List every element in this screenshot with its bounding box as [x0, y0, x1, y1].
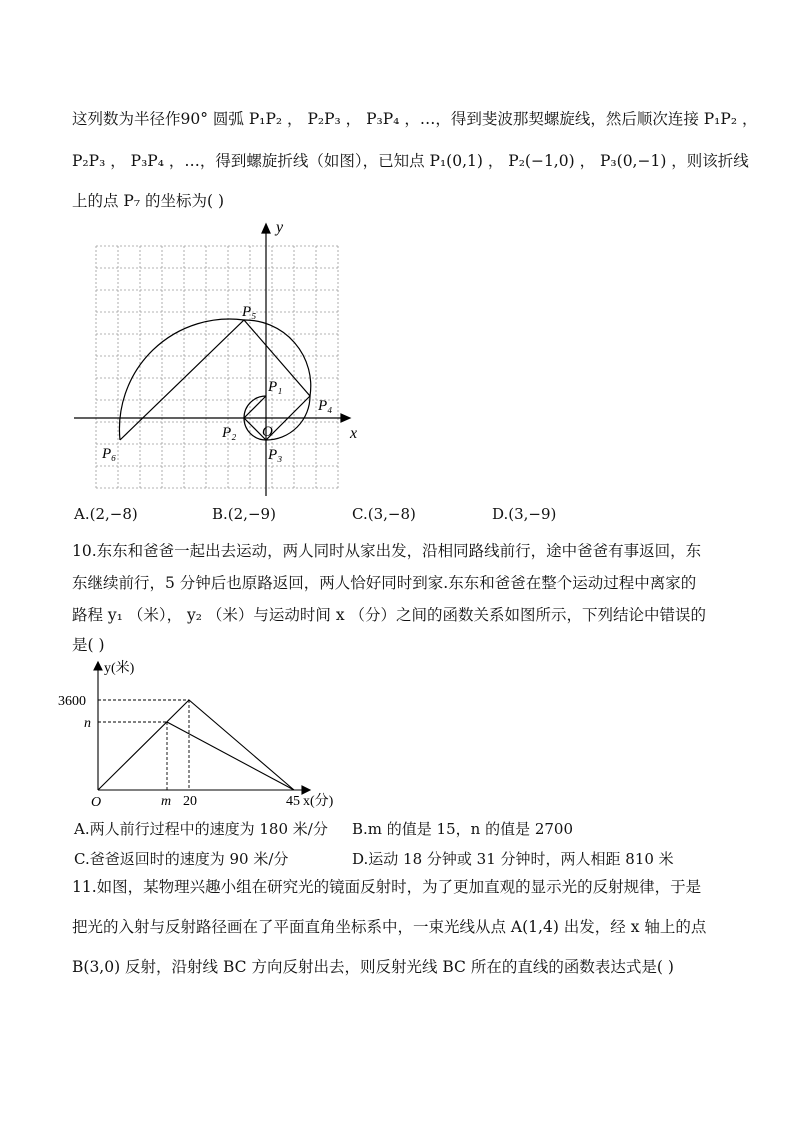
q9-text-line1: 这列数为半径作90° 圆弧 P₁P₂ ， P₂P₃ ， P₃P₄ ，…，得到斐波那契螺旋线，然后顺次连接 P₁P₂ ，: [72, 110, 758, 128]
q10-option-c[interactable]: C.爸爸返回时的速度为 90 米/分: [74, 850, 289, 868]
q11-text-line3: B(3,0) 反射，沿射线 BC 方向反射出去，则反射光线 BC 所在的直线的函数表达式是( ): [72, 958, 674, 976]
x-axis-arrow-icon: [341, 414, 350, 422]
q9-text-line3: 上的点 P₇ 的坐标为( ): [72, 192, 225, 210]
origin-label: O: [91, 795, 102, 810]
q10-text-line2: 东继续前行，5 分钟后也原路返回，两人恰好同时到家.东东和爸爸在整个运动过程中离家的: [72, 574, 697, 592]
y-tick-n: n: [84, 716, 91, 731]
q9-text-line2: P₂P₃ ， P₃P₄ ，…，得到螺旋折线（如图），已知点 P₁(0,1) ， P₂(−1,0) ， P₃(0,−1) ，则该折线: [72, 152, 749, 170]
point-label-p6: P₆: [102, 446, 117, 462]
point-label-p5: P₅: [242, 304, 257, 320]
y-axis-arrow-icon: [94, 662, 102, 670]
q10-option-d[interactable]: D.运动 18 分钟或 31 分钟时，两人相距 810 米: [352, 850, 674, 868]
point-label-p4: P₄: [318, 398, 333, 414]
q10-option-b[interactable]: B.m 的值是 15，n 的值是 2700: [352, 820, 574, 838]
fibonacci-spiral-figure: [0, 0, 800, 500]
y-axis-arrow-icon: [262, 224, 270, 233]
q11-text-line2: 把光的入射与反射路径画在了平面直角坐标系中，一束光线从点 A(1,4) 出发，经 x 轴上的点: [72, 918, 707, 936]
x-tick-20: 20: [183, 794, 197, 809]
q10-option-a[interactable]: A.两人前行过程中的速度为 180 米/分: [74, 820, 328, 838]
x-tick-45: 45: [286, 794, 300, 809]
y-axis-label: y: [276, 219, 284, 236]
y1-line-dongdong: [98, 700, 294, 790]
y-axis-label: y(米): [104, 661, 135, 676]
origin-label: O: [262, 424, 273, 440]
q10-text-line3: 路程 y₁ （米）， y₂ （米）与运动时间 x （分）之间的函数关系如图所示，下列结论中错误的: [72, 606, 706, 624]
q9-option-d[interactable]: D.(3,−9): [492, 505, 557, 523]
point-label-p1: P₁: [268, 379, 283, 395]
x-axis-label: x(分): [303, 794, 334, 809]
point-label-p2: P₂: [222, 425, 237, 441]
y2-line-father: [167, 722, 294, 790]
distance-time-graph: [0, 650, 800, 810]
q10-text-line1: 10.东东和爸爸一起出去运动，两人同时从家出发，沿相同路线前行，途中爸爸有事返回，东: [72, 542, 702, 560]
x-axis-label: x: [350, 425, 358, 442]
q11-text-line1: 11.如图，某物理兴趣小组在研究光的镜面反射时，为了更加直观的显示光的反射规律，于是: [72, 878, 702, 896]
q9-option-a[interactable]: A.(2,−8): [74, 505, 138, 523]
y-tick-3600: 3600: [58, 694, 86, 709]
x-tick-m: m: [161, 794, 172, 809]
point-label-p3: P₃: [268, 447, 283, 463]
q9-option-b[interactable]: B.(2,−9): [212, 505, 276, 523]
q9-option-c[interactable]: C.(3,−8): [352, 505, 416, 523]
grid-lines: [96, 246, 338, 488]
q10-text-line4: 是( ): [72, 636, 105, 654]
x-axis-arrow-icon: [302, 786, 310, 794]
